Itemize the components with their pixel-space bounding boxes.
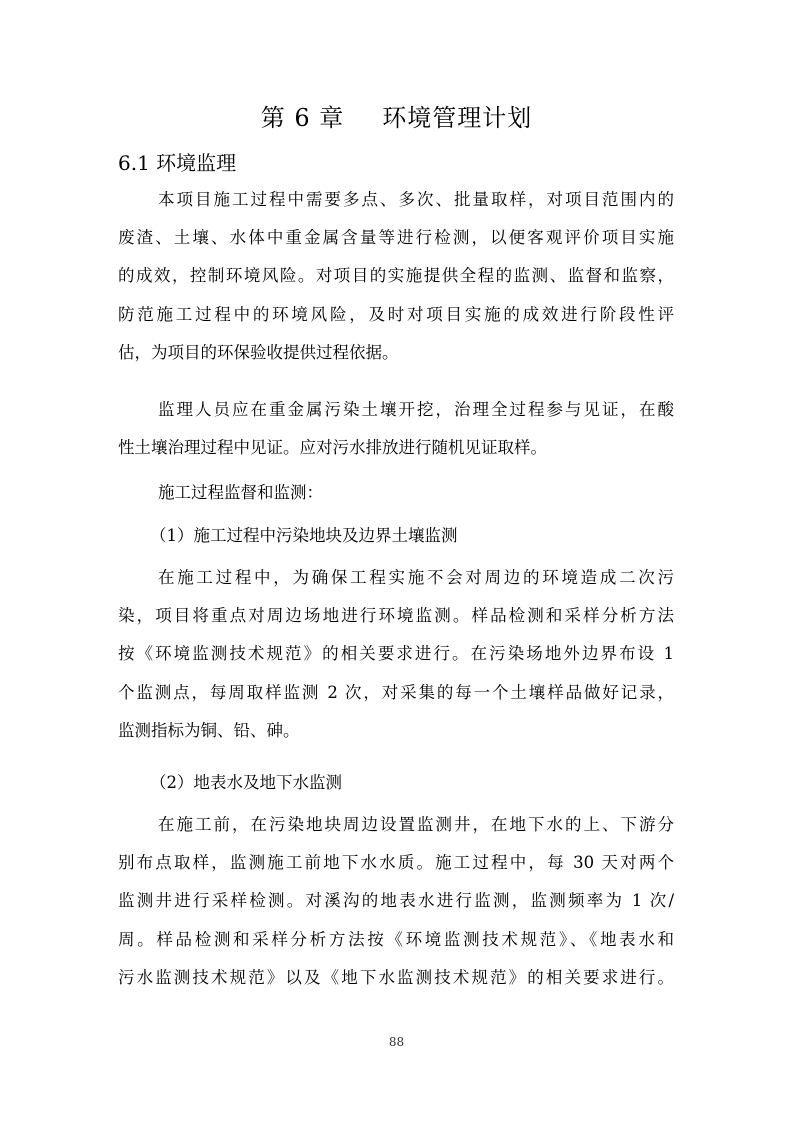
text-line: 在施工前，在污染地块周边设置监测井，在地下水的上、下游分 [158, 815, 674, 834]
text-line: 监测指标为铜、铅、砷。 [118, 720, 300, 740]
text-line: 性土壤治理过程中见证。应对污水排放进行随机见证取样。 [118, 438, 547, 458]
text-line: 监测井进行采样检测。对溪沟的地表水进行监测，监测频率为 1 次/ [118, 891, 674, 911]
chapter-name: 环境管理计划 [382, 104, 533, 132]
text-line: 个监测点，每周取样监测 2 次，对采集的每一个土壤样品做好记录， [118, 682, 674, 702]
text-line: 本项目施工过程中需要多点、多次、批量取样，对项目范围内的 [158, 190, 674, 209]
paragraph-supervisor-duties [118, 391, 674, 467]
chapter-title [0, 98, 793, 133]
paragraph-soil-monitoring [118, 559, 674, 750]
text-line: 周。样品检测和采样分析方法按《环境监测技术规范》、《地表水和 [118, 929, 674, 949]
text-line: 别布点取样，监测施工前地下水水质。施工过程中，每 30 天对两个 [118, 853, 674, 873]
text-line: 废渣、土壤、水体中重金属含量等进行检测，以便客观评价项目实施 [118, 228, 674, 248]
text-line: 在施工过程中，为确保工程实施不会对周边的环境造成二次污 [158, 568, 674, 587]
section-heading: 6.1 环境监理 [118, 151, 237, 175]
subheading-water-monitoring: （2）地表水及地下水监测 [150, 773, 342, 792]
text-line: 的成效，控制环境风险。对项目的实施提供全程的监测、监督和监察， [118, 266, 674, 286]
page-number: 88 [388, 1035, 405, 1049]
text-line: 监理人员应在重金属污染土壤开挖，治理全过程参与见证，在酸 [158, 400, 674, 419]
text-line: 按《环境监测技术规范》的相关要求进行。在污染场地外边界布设 1 [118, 644, 674, 664]
text-line: 施工过程监督和监测： [158, 483, 323, 502]
paragraph-supervision-intro [118, 474, 674, 512]
text-line: 估，为项目的环保验收提供过程依据。 [118, 342, 399, 362]
text-line: 防范施工过程中的环境风险，及时对项目实施的成效进行阶段性评 [118, 304, 674, 324]
paragraph-project-monitoring [118, 181, 674, 372]
chapter-number: 第 6 章 [260, 104, 345, 132]
subheading-soil-monitoring: （1）施工过程中污染地块及边界土壤监测 [150, 526, 458, 545]
paragraph-water-monitoring [118, 806, 674, 997]
text-line: 染，项目将重点对周边场地进行环境监测。样品检测和采样分析方法 [118, 606, 674, 626]
text-line: 污水监测技术规范》以及《地下水监测技术规范》的相关要求进行。 [118, 967, 674, 987]
